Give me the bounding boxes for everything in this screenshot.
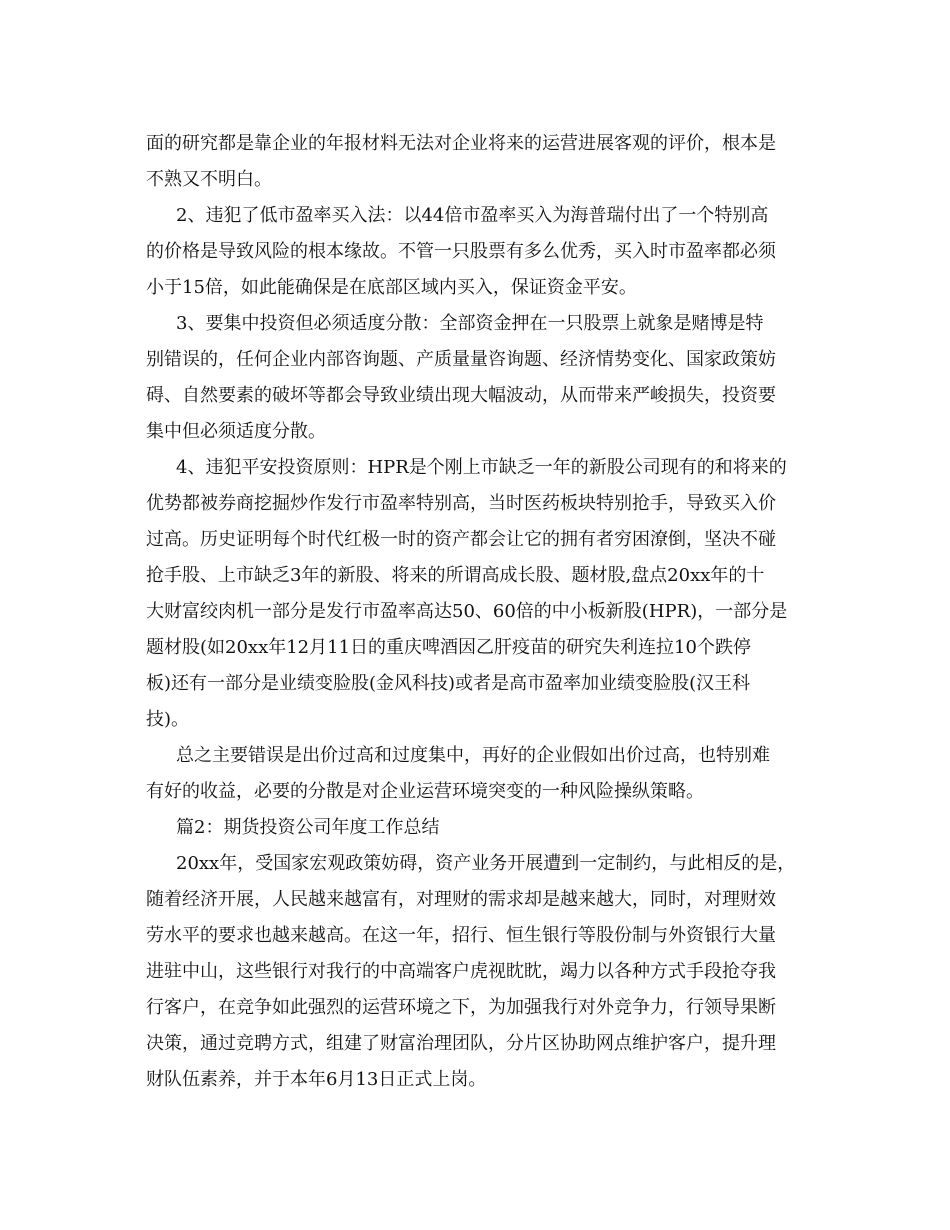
text-line: 3、要集中投资但必须适度分散：全部资金押在一只股票上就象是赌博是特	[176, 313, 764, 334]
text-line: 碍、自然要素的破坏等都会导致业绩出现大幅波动，从而带来严峻损失，投资要	[146, 385, 776, 406]
text-line: 有好的收益，必要的分散是对企业运营环境突变的一种风险操纵策略。	[146, 781, 704, 802]
text-line: 篇2：期货投资公司年度工作总结	[176, 817, 440, 838]
text-line: 集中但必须适度分散。	[146, 421, 326, 442]
text-line: 别错误的，任何企业内部咨询题、产质量量咨询题、经济情势变化、国家政策妨	[146, 349, 776, 370]
text-line: 板)还有一部分是业绩变脸股(金风科技)或者是高市盈率加业绩变脸股(汉王科	[146, 673, 751, 694]
text-line: 技)。	[146, 709, 190, 730]
text-line: 优势都被券商挖掘炒作发行市盈率特别高，当时医药板块特别抢手，导致买入价	[146, 493, 776, 514]
text-line: 大财富绞肉机一部分是发行市盈率高达50、60倍的中小板新股(HPR)，一部分是	[146, 601, 788, 622]
text-line: 题材股(如20xx年12月11日的重庆啤酒因乙肝疫苗的研究失利连拉10个跌停	[146, 637, 751, 658]
text-line: 小于15倍，如此能确保是在底部区域内买入，保证资金平安。	[146, 277, 637, 298]
text-line: 2、违犯了低市盈率买入法：以44倍市盈率买入为海普瑞付出了一个特别高	[176, 205, 769, 226]
document-body	[146, 126, 810, 1098]
text-line: 面的研究都是靠企业的年报材料无法对企业将来的运营进展客观的评价，根本是	[146, 133, 776, 154]
text-line: 随着经济开展，人民越来越富有，对理财的需求却是越来越大，同时，对理财效	[146, 889, 776, 910]
text-line: 决策，通过竞聘方式，组建了财富治理团队，分片区协助网点维护客户，提升理	[146, 1033, 776, 1054]
text-line: 抢手股、上市缺乏3年的新股、将来的所谓高成长股、题材股,盘点20xx年的十	[146, 565, 765, 586]
text-line: 的价格是导致风险的根本缘故。不管一只股票有多么优秀，买入时市盈率都必须	[146, 241, 776, 262]
text-line: 行客户，在竞争如此强烈的运营环境之下，为加强我行对外竞争力，行领导果断	[146, 997, 776, 1018]
text-line: 过高。历史证明每个时代红极一时的资产都会让它的拥有者穷困潦倒，坚决不碰	[146, 529, 776, 550]
text-line: 进驻中山，这些银行对我行的中高端客户虎视眈眈，竭力以各种方式手段抢夺我	[146, 961, 776, 982]
text-line: 劳水平的要求也越来越高。在这一年，招行、恒生银行等股份制与外资银行大量	[146, 925, 776, 946]
text-line: 20xx年，受国家宏观政策妨碍，资产业务开展遭到一定制约，与此相反的是，	[176, 853, 796, 874]
text-line: 财队伍素养，并于本年6月13日正式上岗。	[146, 1069, 487, 1090]
text-line: 4、违犯平安投资原则：HPR是个刚上市缺乏一年的新股公司现有的和将来的	[176, 457, 787, 478]
text-line: 不熟又不明白。	[146, 169, 272, 190]
text-line: 总之主要错误是出价过高和过度集中，再好的企业假如出价过高，也特别难	[176, 745, 770, 766]
